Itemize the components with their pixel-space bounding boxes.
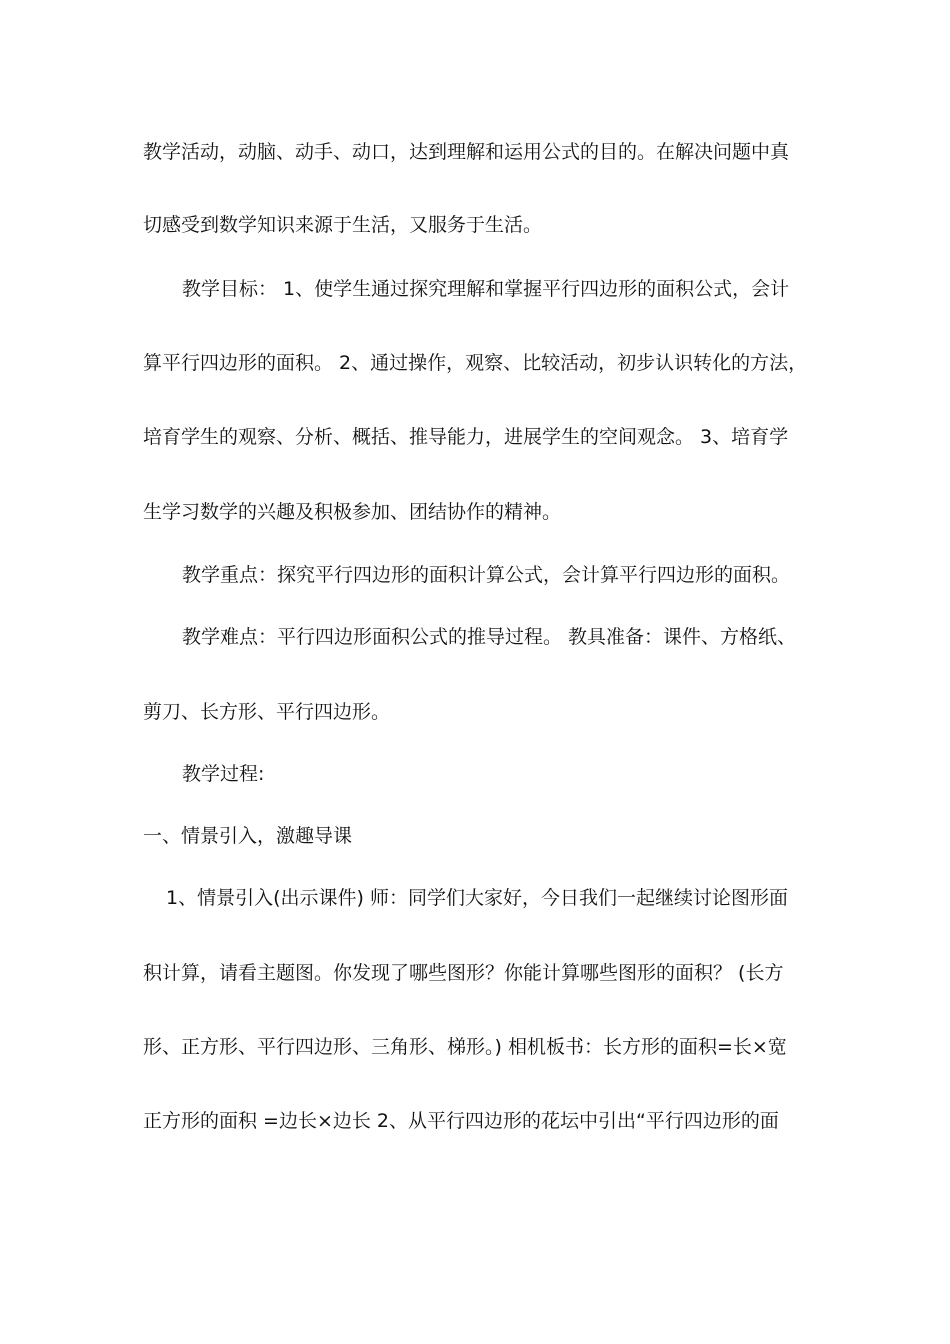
paragraph-line: 形、正方形、平行四边形、三角形、梯形。) 相机板书：长方形的面积=长×宽 [143, 1036, 787, 1058]
paragraph-line: 剪刀、长方形、平行四边形。 [143, 701, 391, 723]
paragraph-line: 教学重点：探究平行四边形的面积计算公式，会计算平行四边形的面积。 [182, 564, 791, 586]
paragraph-line: 教学目标： 1、使学生通过探究理解和掌握平行四边形的面积公式，会计 [182, 278, 790, 300]
paragraph-line: 切感受到数学知识来源于生活，又服务于生活。 [143, 214, 543, 236]
paragraph-line: 培育学生的观察、分析、概括、推导能力，进展学生的空间观念。 3、培育学 [143, 426, 789, 448]
paragraph-line: 教学活动，动脑、动手、动口，达到理解和运用公式的目的。在解决问题中真 [143, 141, 790, 163]
paragraph-line: 生学习数学的兴趣及积极参加、团结协作的精神。 [143, 501, 562, 523]
paragraph-line: 积计算，请看主题图。你发现了哪些图形？你能计算哪些图形的面积？ (长方 [143, 962, 784, 984]
section-heading: 一、情景引入，激趣导课 [143, 825, 353, 847]
paragraph-line: 算平行四边形的面积。 2、通过操作，观察、比较活动，初步认识转化的方法， [143, 352, 808, 374]
paragraph-line: 正方形的面积 =边长×边长 2、从平行四边形的花坛中引出“平行四边形的面 [143, 1110, 779, 1132]
paragraph-line: 教学难点：平行四边形面积公式的推导过程。 教具准备：课件、方格纸、 [182, 626, 797, 648]
paragraph-line: 1、情景引入(出示课件) 师：同学们大家好，今日我们一起继续讨论图形面 [166, 887, 788, 909]
section-heading: 教学过程: [182, 763, 265, 785]
